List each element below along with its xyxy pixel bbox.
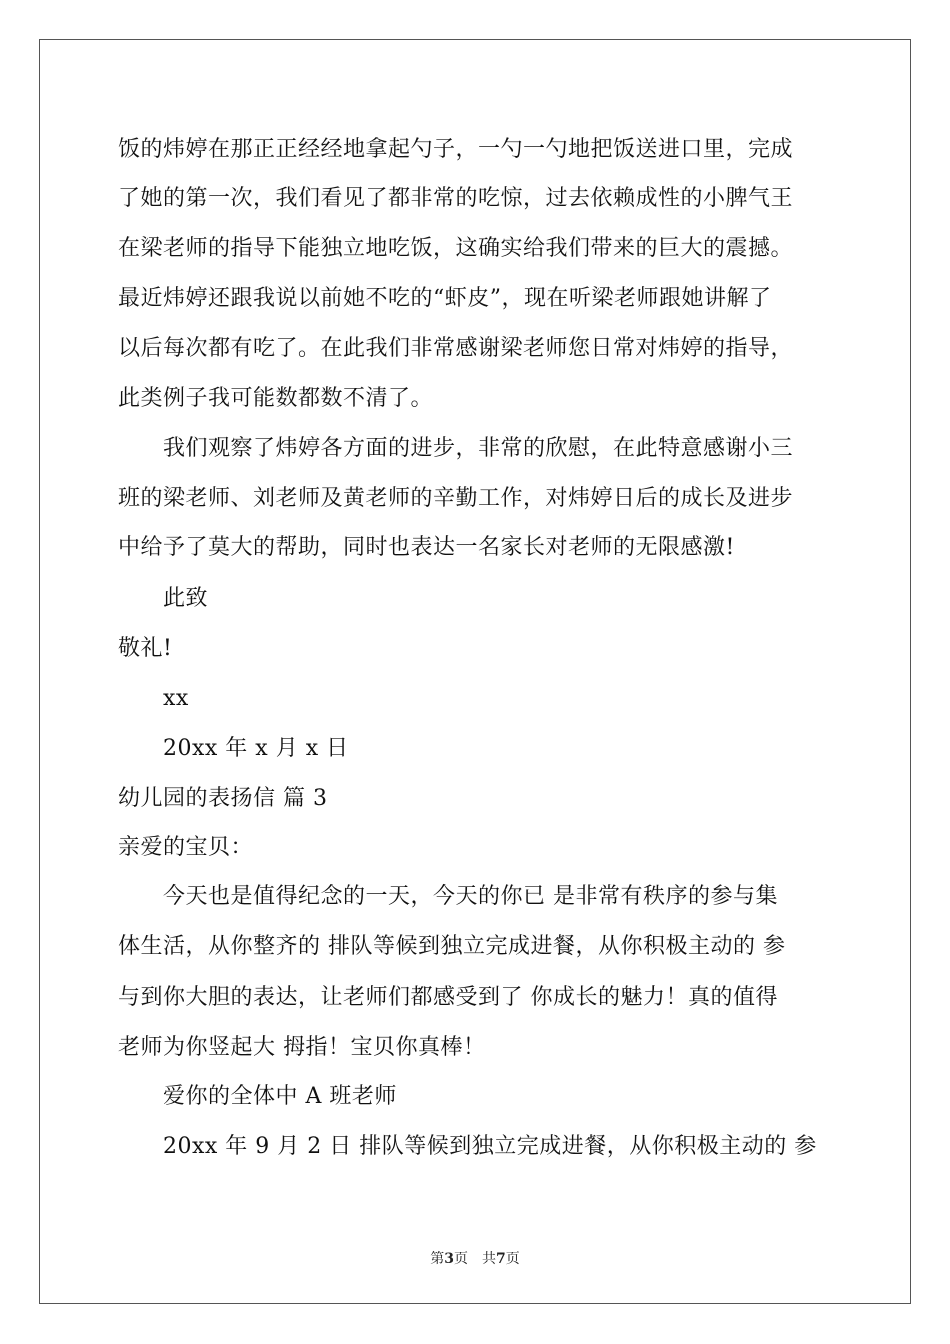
greeting: 亲爱的宝贝：: [118, 835, 254, 860]
closing-salutation: 此致: [163, 586, 209, 611]
footer-prefix: 第: [430, 1251, 445, 1267]
body-line: 了她的第一次，我们看见了都非常的吃惊，过去依赖成性的小脾气王: [118, 186, 794, 211]
page-border: [39, 39, 911, 1304]
body-line: 体生活，从你整齐的 排队等候到独立完成进餐，从你积极主动的 参: [118, 934, 786, 959]
body-line: 此类例子我可能数都数不清了。: [118, 386, 434, 411]
body-line: 中给予了莫大的帮助，同时也表达一名家长对老师的无限感激!: [118, 535, 735, 560]
signature: xx: [163, 686, 189, 711]
signature: 爱你的全体中 A 班老师: [163, 1084, 397, 1109]
current-page-number: 3: [444, 1251, 454, 1267]
body-line: 最近炜婷还跟我说以前她不吃的“虾皮”，现在听梁老师跟她讲解了: [118, 286, 772, 311]
date-line: 20xx 年 x 月 x 日: [163, 736, 349, 761]
page-footer: [0, 1248, 950, 1268]
closing-regards: 敬礼!: [118, 636, 173, 661]
body-line: 班的梁老师、刘老师及黄老师的辛勤工作，对炜婷日后的成长及进步: [118, 486, 794, 511]
footer-middle: 页 共: [454, 1251, 496, 1267]
total-pages-number: 7: [496, 1251, 506, 1267]
body-line: 在梁老师的指导下能独立地吃饭，这确实给我们带来的巨大的震撼。: [118, 236, 794, 261]
body-line: 老师为你竖起大 拇指！宝贝你真棒！: [118, 1035, 486, 1060]
body-line: 我们观察了炜婷各方面的进步，非常的欣慰，在此特意感谢小三: [163, 436, 794, 461]
body-line: 以后每次都有吃了。在此我们非常感谢梁老师您日常对炜婷的指导，: [118, 336, 794, 361]
body-line: 今天也是值得纪念的一天，今天的你已 是非常有秩序的参与集: [163, 884, 778, 909]
body-line: 与到你大胆的表达，让老师们都感受到了 你成长的魅力！真的值得: [118, 985, 778, 1010]
date-line: 20xx 年 9 月 2 日 排队等候到独立完成进餐，从你积极主动的 参: [163, 1134, 817, 1159]
section-title: 幼儿园的表扬信 篇 3: [118, 786, 328, 811]
body-line: 饭的炜婷在那正正经经地拿起勺子，一勺一勺地把饭送进口里，完成: [118, 137, 794, 162]
footer-suffix: 页: [505, 1251, 520, 1267]
